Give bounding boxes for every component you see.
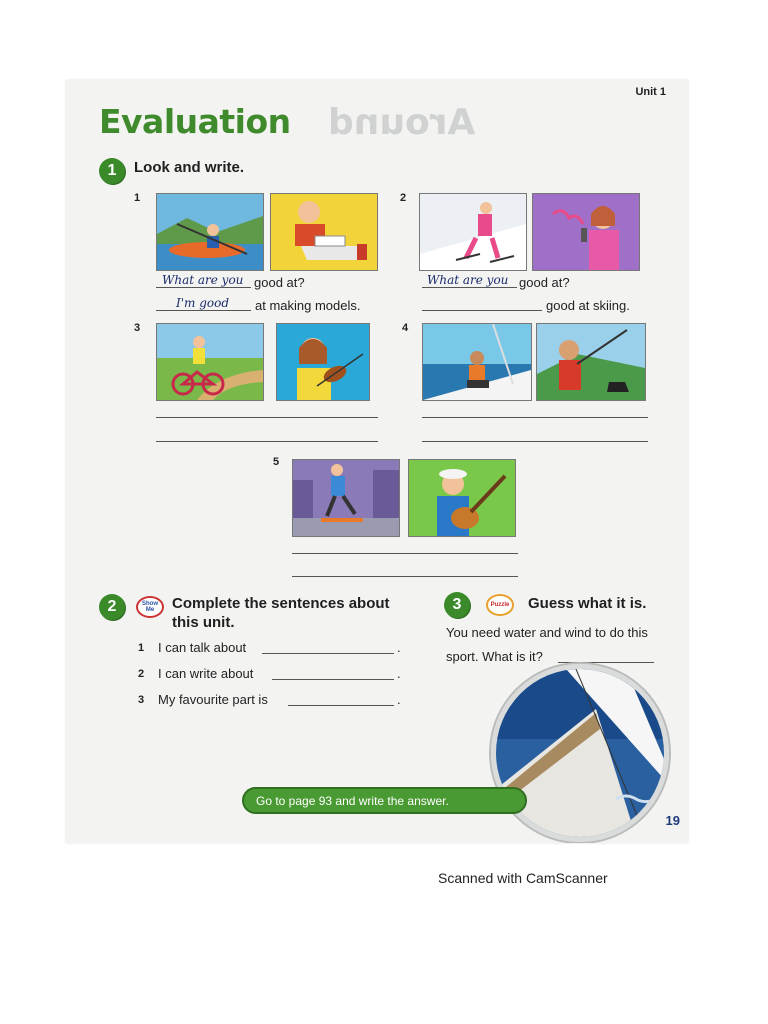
- section-2-badge: 2: [99, 594, 125, 620]
- section-2-heading-line-1: Complete the sentences about: [172, 595, 390, 612]
- skier-picture: [419, 193, 527, 271]
- item-5-line-2[interactable]: [292, 576, 518, 577]
- sailor-picture: [422, 323, 532, 401]
- sentence-1-blank[interactable]: [262, 653, 394, 654]
- sentence-1-text: I can talk about: [158, 640, 247, 655]
- item-1-question-line[interactable]: [156, 287, 251, 288]
- fisherman-picture: [536, 323, 646, 401]
- sentence-1-number: 1: [138, 642, 145, 654]
- workbook-page: [66, 80, 688, 843]
- section-1-badge: 1: [99, 158, 125, 184]
- section-2-heading-line-2: this unit.: [172, 614, 235, 631]
- riddle-line-1: You need water and wind to do this: [446, 625, 648, 640]
- item-2-question-answer: What are you: [427, 273, 509, 287]
- sentence-2-number: 2: [138, 668, 145, 680]
- sentence-3-blank[interactable]: [288, 705, 394, 706]
- item-4-line-1[interactable]: [422, 417, 648, 418]
- model-ship-picture: [270, 193, 378, 271]
- item-2-answer-suffix: good at skiing.: [546, 298, 630, 313]
- item-3-line-2[interactable]: [156, 441, 378, 442]
- item-2-question-line[interactable]: [422, 287, 517, 288]
- kayak-picture: [156, 193, 264, 271]
- item-2-question-suffix: good at?: [519, 275, 570, 290]
- page-title: Evaluation: [99, 102, 291, 141]
- item-1-answer-suffix: at making models.: [255, 298, 361, 313]
- show-through-title: Around: [328, 102, 476, 143]
- item-3-number: 3: [134, 322, 141, 334]
- go-to-page-banner: Go to page 93 and write the answer.: [242, 787, 527, 814]
- unit-label: Unit 1: [635, 86, 666, 98]
- item-2-number: 2: [400, 192, 407, 204]
- item-2-answer-line[interactable]: [422, 310, 542, 311]
- singer-picture: [532, 193, 640, 271]
- item-3-line-1[interactable]: [156, 417, 378, 418]
- sentence-2-blank[interactable]: [272, 679, 394, 680]
- item-1-question-suffix: good at?: [254, 275, 305, 290]
- section-1-heading: Look and write.: [134, 159, 245, 176]
- riddle-answer-blank[interactable]: [558, 662, 654, 663]
- item-1-answer-line[interactable]: [156, 310, 251, 311]
- item-5-number: 5: [273, 456, 280, 468]
- item-4-number: 4: [402, 322, 409, 334]
- cyclist-picture: [156, 323, 264, 401]
- sentence-3-period: .: [397, 692, 401, 707]
- sentence-3-number: 3: [138, 694, 145, 706]
- item-4-line-2[interactable]: [422, 441, 648, 442]
- item-1-number: 1: [134, 192, 141, 204]
- skateboarder-picture: [292, 459, 400, 537]
- item-1-question-answer: What are you: [162, 273, 244, 287]
- section-3-heading: Guess what it is.: [528, 595, 647, 612]
- page-number: 19: [665, 813, 680, 828]
- item-1-answer: I'm good: [176, 296, 230, 310]
- show-me-logo: Show Me: [136, 596, 164, 618]
- sentence-2-text: I can write about: [158, 666, 254, 681]
- puzzle-logo: Puzzle: [486, 594, 514, 616]
- section-3-badge: 3: [444, 592, 470, 618]
- violinist-picture: [276, 323, 370, 401]
- sentence-3-text: My favourite part is: [158, 692, 268, 707]
- guitarist-picture: [408, 459, 516, 537]
- riddle-line-2: sport. What is it?: [446, 649, 543, 664]
- sentence-1-period: .: [397, 640, 401, 655]
- item-5-line-1[interactable]: [292, 553, 518, 554]
- scanner-footer: Scanned with CamScanner: [438, 870, 608, 886]
- sentence-2-period: .: [397, 666, 401, 681]
- sailboat-photo: [491, 664, 669, 842]
